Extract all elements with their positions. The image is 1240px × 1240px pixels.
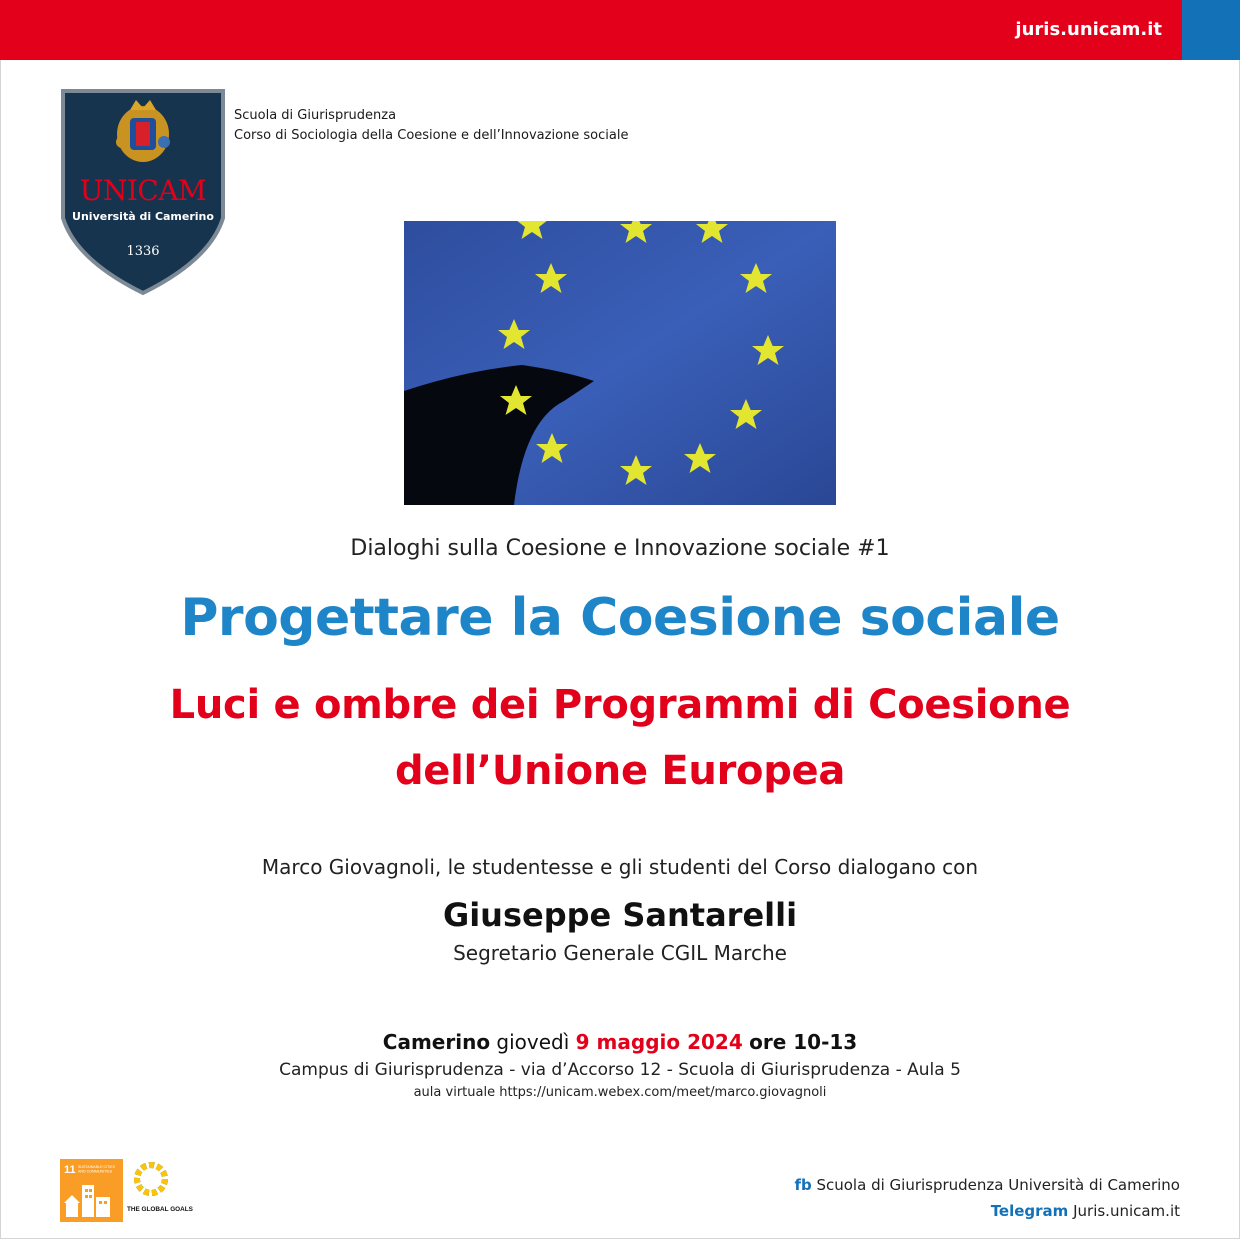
global-goals-logo bbox=[127, 1159, 193, 1222]
virtual-room-link[interactable]: aula virtuale https://unicam.webex.com/meet/marco.giovagnoli bbox=[413, 1085, 827, 1100]
top-bar-accent bbox=[1182, 0, 1240, 60]
unicam-logo bbox=[60, 88, 226, 298]
global-goals-icon bbox=[127, 1159, 193, 1222]
sdg11-badge bbox=[60, 1159, 123, 1222]
social-links bbox=[794, 1172, 1180, 1224]
event-subtitle-line2: dell’Unione Europea bbox=[394, 748, 846, 794]
event-series: Dialoghi sulla Coesione e Innovazione sociale #1 bbox=[350, 536, 890, 561]
header-info bbox=[234, 106, 628, 146]
telegram-link[interactable] bbox=[794, 1198, 1180, 1224]
school-name: Scuola di Giurisprudenza bbox=[234, 108, 397, 123]
sustainable-cities-icon bbox=[60, 1159, 123, 1222]
svg-text:THE GLOBAL GOALS: THE GLOBAL GOALS bbox=[127, 1206, 193, 1213]
event-title: Progettare la Coesione sociale bbox=[180, 588, 1060, 648]
speaker-name: Giuseppe Santarelli bbox=[442, 896, 798, 934]
svg-text:SUSTAINABLE CITIESAND COMMUNIT: SUSTAINABLE CITIES AND COMMUNITIES bbox=[78, 1165, 116, 1174]
telegram-text: Juris.unicam.it bbox=[1073, 1202, 1180, 1220]
event-location: Campus di Giurisprudenza - via d’Accorso 12 - Scuola di Giurisprudenza - Aula 5 bbox=[279, 1060, 961, 1080]
speaker-role: Segretario Generale CGIL Marche bbox=[453, 941, 787, 965]
facebook-label: fb bbox=[794, 1176, 812, 1194]
event-subtitle-line1: Luci e ombre dei Programmi di Coesione bbox=[169, 682, 1071, 728]
facebook-text: Scuola di Giurisprudenza Università di Camerino bbox=[816, 1176, 1180, 1194]
facebook-link[interactable] bbox=[794, 1172, 1180, 1198]
dialog-description: Marco Giovagnoli, le studentesse e gli studenti del Corso dialogano con bbox=[261, 855, 979, 879]
event-datetime bbox=[0, 1030, 1240, 1054]
course-name: Corso di Sociologia della Coesione e dell’Innovazione sociale bbox=[234, 128, 629, 143]
event-date: 9 maggio 2024 bbox=[575, 1030, 743, 1054]
logo-university: Università di Camerino bbox=[72, 210, 214, 223]
svg-text:11: 11 bbox=[64, 1164, 76, 1176]
site-url-link[interactable]: juris.unicam.it bbox=[1015, 19, 1162, 40]
logo-brand: UNICAM bbox=[79, 174, 207, 207]
event-weekday: giovedì bbox=[496, 1030, 570, 1054]
top-bar bbox=[0, 0, 1240, 60]
event-subtitle bbox=[0, 672, 1240, 804]
logo-year: 1336 bbox=[126, 244, 160, 259]
event-time: ore 10-13 bbox=[749, 1030, 858, 1054]
telegram-label: Telegram bbox=[990, 1202, 1069, 1220]
event-city: Camerino bbox=[382, 1030, 491, 1054]
eu-flag-image bbox=[404, 221, 836, 505]
